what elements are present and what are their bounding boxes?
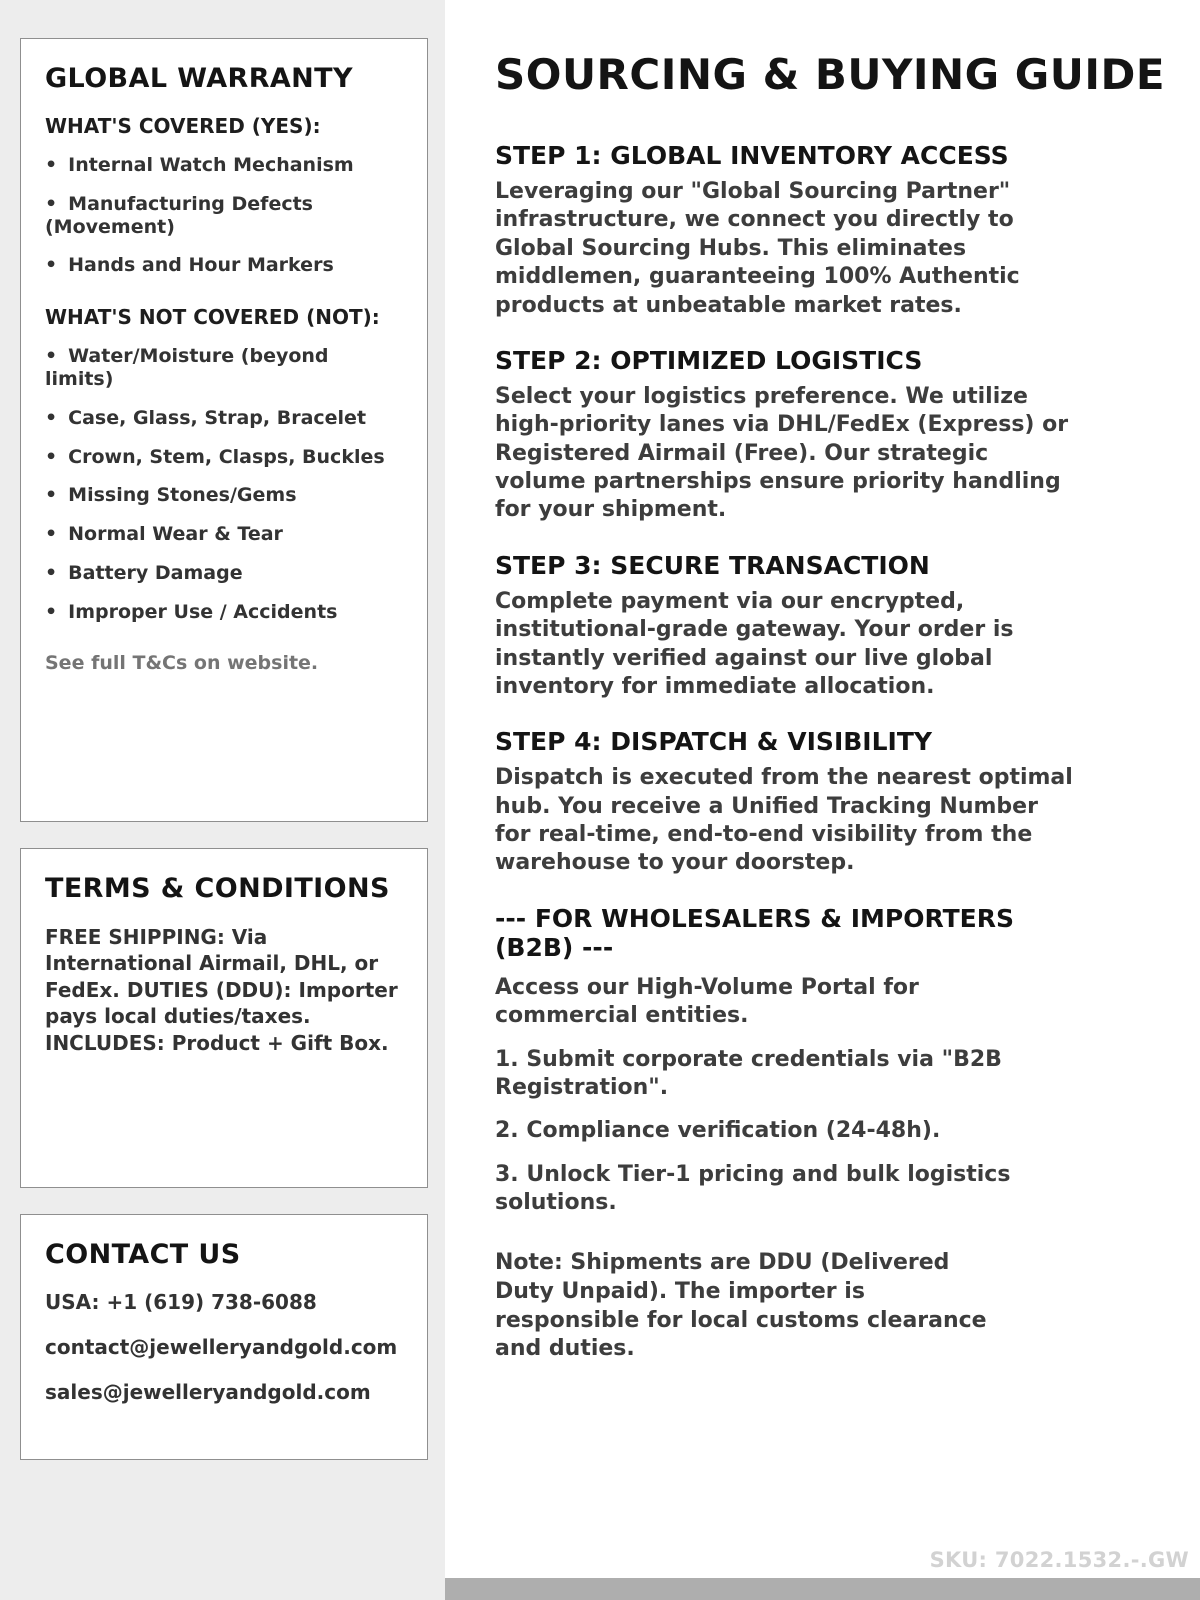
contact-panel [20, 1214, 428, 1460]
list-item: • Hands and Hour Markers [45, 254, 403, 277]
step-3 [495, 551, 1075, 702]
step-4-heading: STEP 4: DISPATCH & VISIBILITY [495, 727, 932, 757]
list-item: • Water/Moisture (beyond limits) [45, 345, 403, 391]
step-1-body: Leveraging our "Global Sourcing Partner" infrastructure, we connect you directly to Global Sourcing Hubs. This eliminates middlemen, guaranteeing 100% Authentic products at unbeatable market rates. [495, 179, 1020, 318]
contact-sales-email: sales@jewelleryandgold.com [45, 1380, 371, 1404]
step-4 [495, 727, 1075, 878]
step-4-body: Dispatch is executed from the nearest optimal hub. You receive a Unified Tracking Number for real-time, end-to-end visibility from the warehouse to your doorstep. [495, 765, 1073, 876]
main-content [445, 0, 1200, 1600]
step-3-body: Complete payment via our encrypted, institutional-grade gateway. Your order is instantly verified against our live global inventory for immediate allocation. [495, 588, 1014, 699]
step-1 [495, 141, 1075, 320]
page-title: SOURCING & BUYING GUIDE [495, 50, 1166, 99]
sku-label: SKU: 7022.1532.-.GW [929, 1548, 1190, 1572]
contact-title: CONTACT US [45, 1239, 241, 1270]
list-item: • Improper Use / Accidents [45, 601, 403, 624]
list-item: • Internal Watch Mechanism [45, 154, 403, 177]
contact-phone: USA: +1 (619) 738-6088 [45, 1290, 317, 1314]
b2b-item-3: 3. Unlock Tier-1 pricing and bulk logistics solutions. [495, 1161, 1011, 1215]
warranty-footnote: See full T&Cs on website. [45, 651, 319, 674]
warranty-covered-list [45, 154, 403, 277]
list-item: • Normal Wear & Tear [45, 523, 403, 546]
step-2-body: Select your logistics preference. We utilize high-priority lanes via DHL/FedEx (Express) or Registered Airmail (Free). Our strategic volume partnerships ensure priority handling for your shipment. [495, 383, 1069, 523]
b2b-item-1: 1. Submit corporate credentials via "B2B Registration". [495, 1046, 1002, 1100]
b2b-item-2: 2. Compliance verification (24-48h). [495, 1118, 941, 1144]
warranty-panel [20, 38, 428, 822]
warranty-covered-heading: WHAT'S COVERED (YES): [45, 114, 321, 138]
warranty-not-covered-list [45, 345, 403, 623]
b2b-note: Note: Shipments are DDU (Delivered Duty Unpaid). The importer is responsible for local customs clearance and duties. [495, 1250, 987, 1362]
b2b-intro: Access our High-Volume Portal for commercial entities. [495, 974, 919, 1029]
terms-body: FREE SHIPPING: Via International Airmail, DHL, or FedEx. DUTIES (DDU): Importer pays local duties/taxes. INCLUDES: Product + Gift Box. [45, 925, 398, 1055]
step-2 [495, 346, 1075, 525]
step-2-heading: STEP 2: OPTIMIZED LOGISTICS [495, 345, 923, 375]
b2b-heading: --- FOR WHOLESALERS & IMPORTERS (B2B) --- [495, 903, 1014, 962]
step-3-heading: STEP 3: SECURE TRANSACTION [495, 550, 930, 580]
contact-email: contact@jewelleryandgold.com [45, 1335, 398, 1359]
warranty-title: GLOBAL WARRANTY [45, 63, 353, 94]
list-item: • Manufacturing Defects (Movement) [45, 193, 403, 239]
list-item: • Battery Damage [45, 562, 403, 585]
sidebar [0, 0, 445, 1600]
terms-title: TERMS & CONDITIONS [45, 873, 390, 904]
list-item: • Crown, Stem, Clasps, Buckles [45, 446, 403, 469]
list-item: • Missing Stones/Gems [45, 484, 403, 507]
footer-band [445, 1578, 1200, 1600]
step-1-heading: STEP 1: GLOBAL INVENTORY ACCESS [495, 141, 1009, 170]
terms-panel [20, 848, 428, 1188]
warranty-not-covered-heading: WHAT'S NOT COVERED (NOT): [45, 305, 380, 330]
list-item: • Case, Glass, Strap, Bracelet [45, 407, 403, 430]
b2b-section [495, 904, 1095, 1364]
